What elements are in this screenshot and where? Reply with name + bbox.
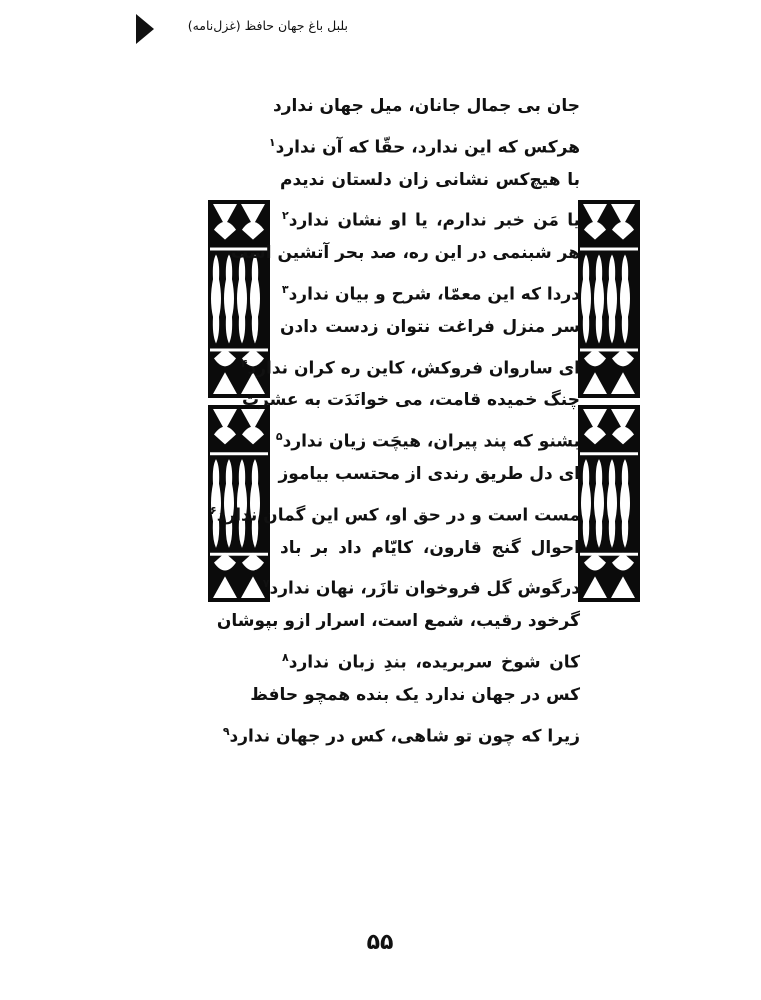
verse-line xyxy=(268,125,580,162)
verse-line xyxy=(210,493,580,530)
verse-text: هرکس که این ندارد، حقّا که آن ندارد xyxy=(275,137,580,158)
verse-text: زیرا که چون تو شاهی، کس در جهان ندارد xyxy=(229,726,580,747)
verse-line xyxy=(240,346,580,383)
verse-text: احوال گنج قارون، کایّام داد بر باد xyxy=(280,537,580,558)
verse-line xyxy=(280,640,580,677)
verse-number: ۱ xyxy=(268,135,276,149)
verse-number: ۴ xyxy=(240,356,248,370)
verse-text: چنگ خمیده قامت، می خوانَدَت به عشرت xyxy=(241,390,580,411)
poem-ghazal xyxy=(210,88,580,750)
verse-text: گرخود رقیب، شمع است، اسرار ازو بپوشان xyxy=(216,611,580,632)
lattice-ornament-right-bottom xyxy=(578,405,640,602)
verse-text: کس در جهان ندارد یک بنده همچو حافظ xyxy=(250,684,580,705)
verse-number: ۸ xyxy=(282,650,289,664)
verse-text: با هیچ‌کس نشانی زان دلستان ندیدم xyxy=(280,169,580,190)
verse-line xyxy=(280,530,580,567)
triangle-marker-icon xyxy=(136,14,154,44)
verse-line xyxy=(280,272,580,309)
verse-line xyxy=(250,677,580,714)
verse-line xyxy=(241,382,580,419)
verse-number: ۵ xyxy=(275,430,283,444)
running-header xyxy=(128,12,348,44)
verse-text: مست است و در حق او، کس این گمان ندارد xyxy=(216,505,580,526)
lattice-pattern xyxy=(578,200,640,398)
verse-text: ای ساروان فروکش، کاین ره کران ندارد xyxy=(247,358,580,379)
verse-number: ۷ xyxy=(262,577,270,591)
verse-text: یا مَن خبر ندارم، یا او نشان ندارد xyxy=(288,211,580,232)
verse-line xyxy=(262,566,580,603)
verse-text: هر شبنمی در این ره، صد بحر آتشین است xyxy=(231,243,580,264)
verse-text: جان بی جمال جانان، میل جهان ندارد xyxy=(273,96,580,116)
verse-number: ۶ xyxy=(210,503,217,517)
verse-line xyxy=(222,714,580,751)
verse-text: بشنو که پند پیران، هیچَت زیان ندارد xyxy=(282,431,580,452)
page-number: ۵۵ xyxy=(366,930,394,955)
lattice-ornament-right-top xyxy=(578,200,640,398)
verse-line xyxy=(280,162,580,199)
verse-text: ای دل طریق رندی از محتسب بیاموز xyxy=(278,463,580,484)
verse-number: ۹ xyxy=(222,724,230,738)
verse-line xyxy=(280,309,580,346)
verse-line xyxy=(275,419,580,456)
verse-line xyxy=(216,603,580,640)
verse-text: دردا که این معمّا، شرح و بیان ندارد xyxy=(288,284,580,305)
verse-line xyxy=(273,88,580,125)
verse-number: ۲ xyxy=(282,209,289,223)
lattice-pattern xyxy=(578,405,640,602)
verse-number: ۳ xyxy=(281,282,289,296)
verse-text: درگوش گل فروخوان تازَر، نهان ندارد xyxy=(269,579,580,600)
verse-line xyxy=(280,198,580,235)
book-title: بلبل باغ جهان حافظ (غزل‌نامه) xyxy=(187,18,348,33)
verse-line xyxy=(280,456,580,493)
verse-text: سر منزل فراغت نتوان زدست دادن xyxy=(280,316,580,337)
verse-text: کان شوخ سربریده، بندِ زبان ندارد xyxy=(288,652,580,673)
verse-line xyxy=(231,235,580,272)
